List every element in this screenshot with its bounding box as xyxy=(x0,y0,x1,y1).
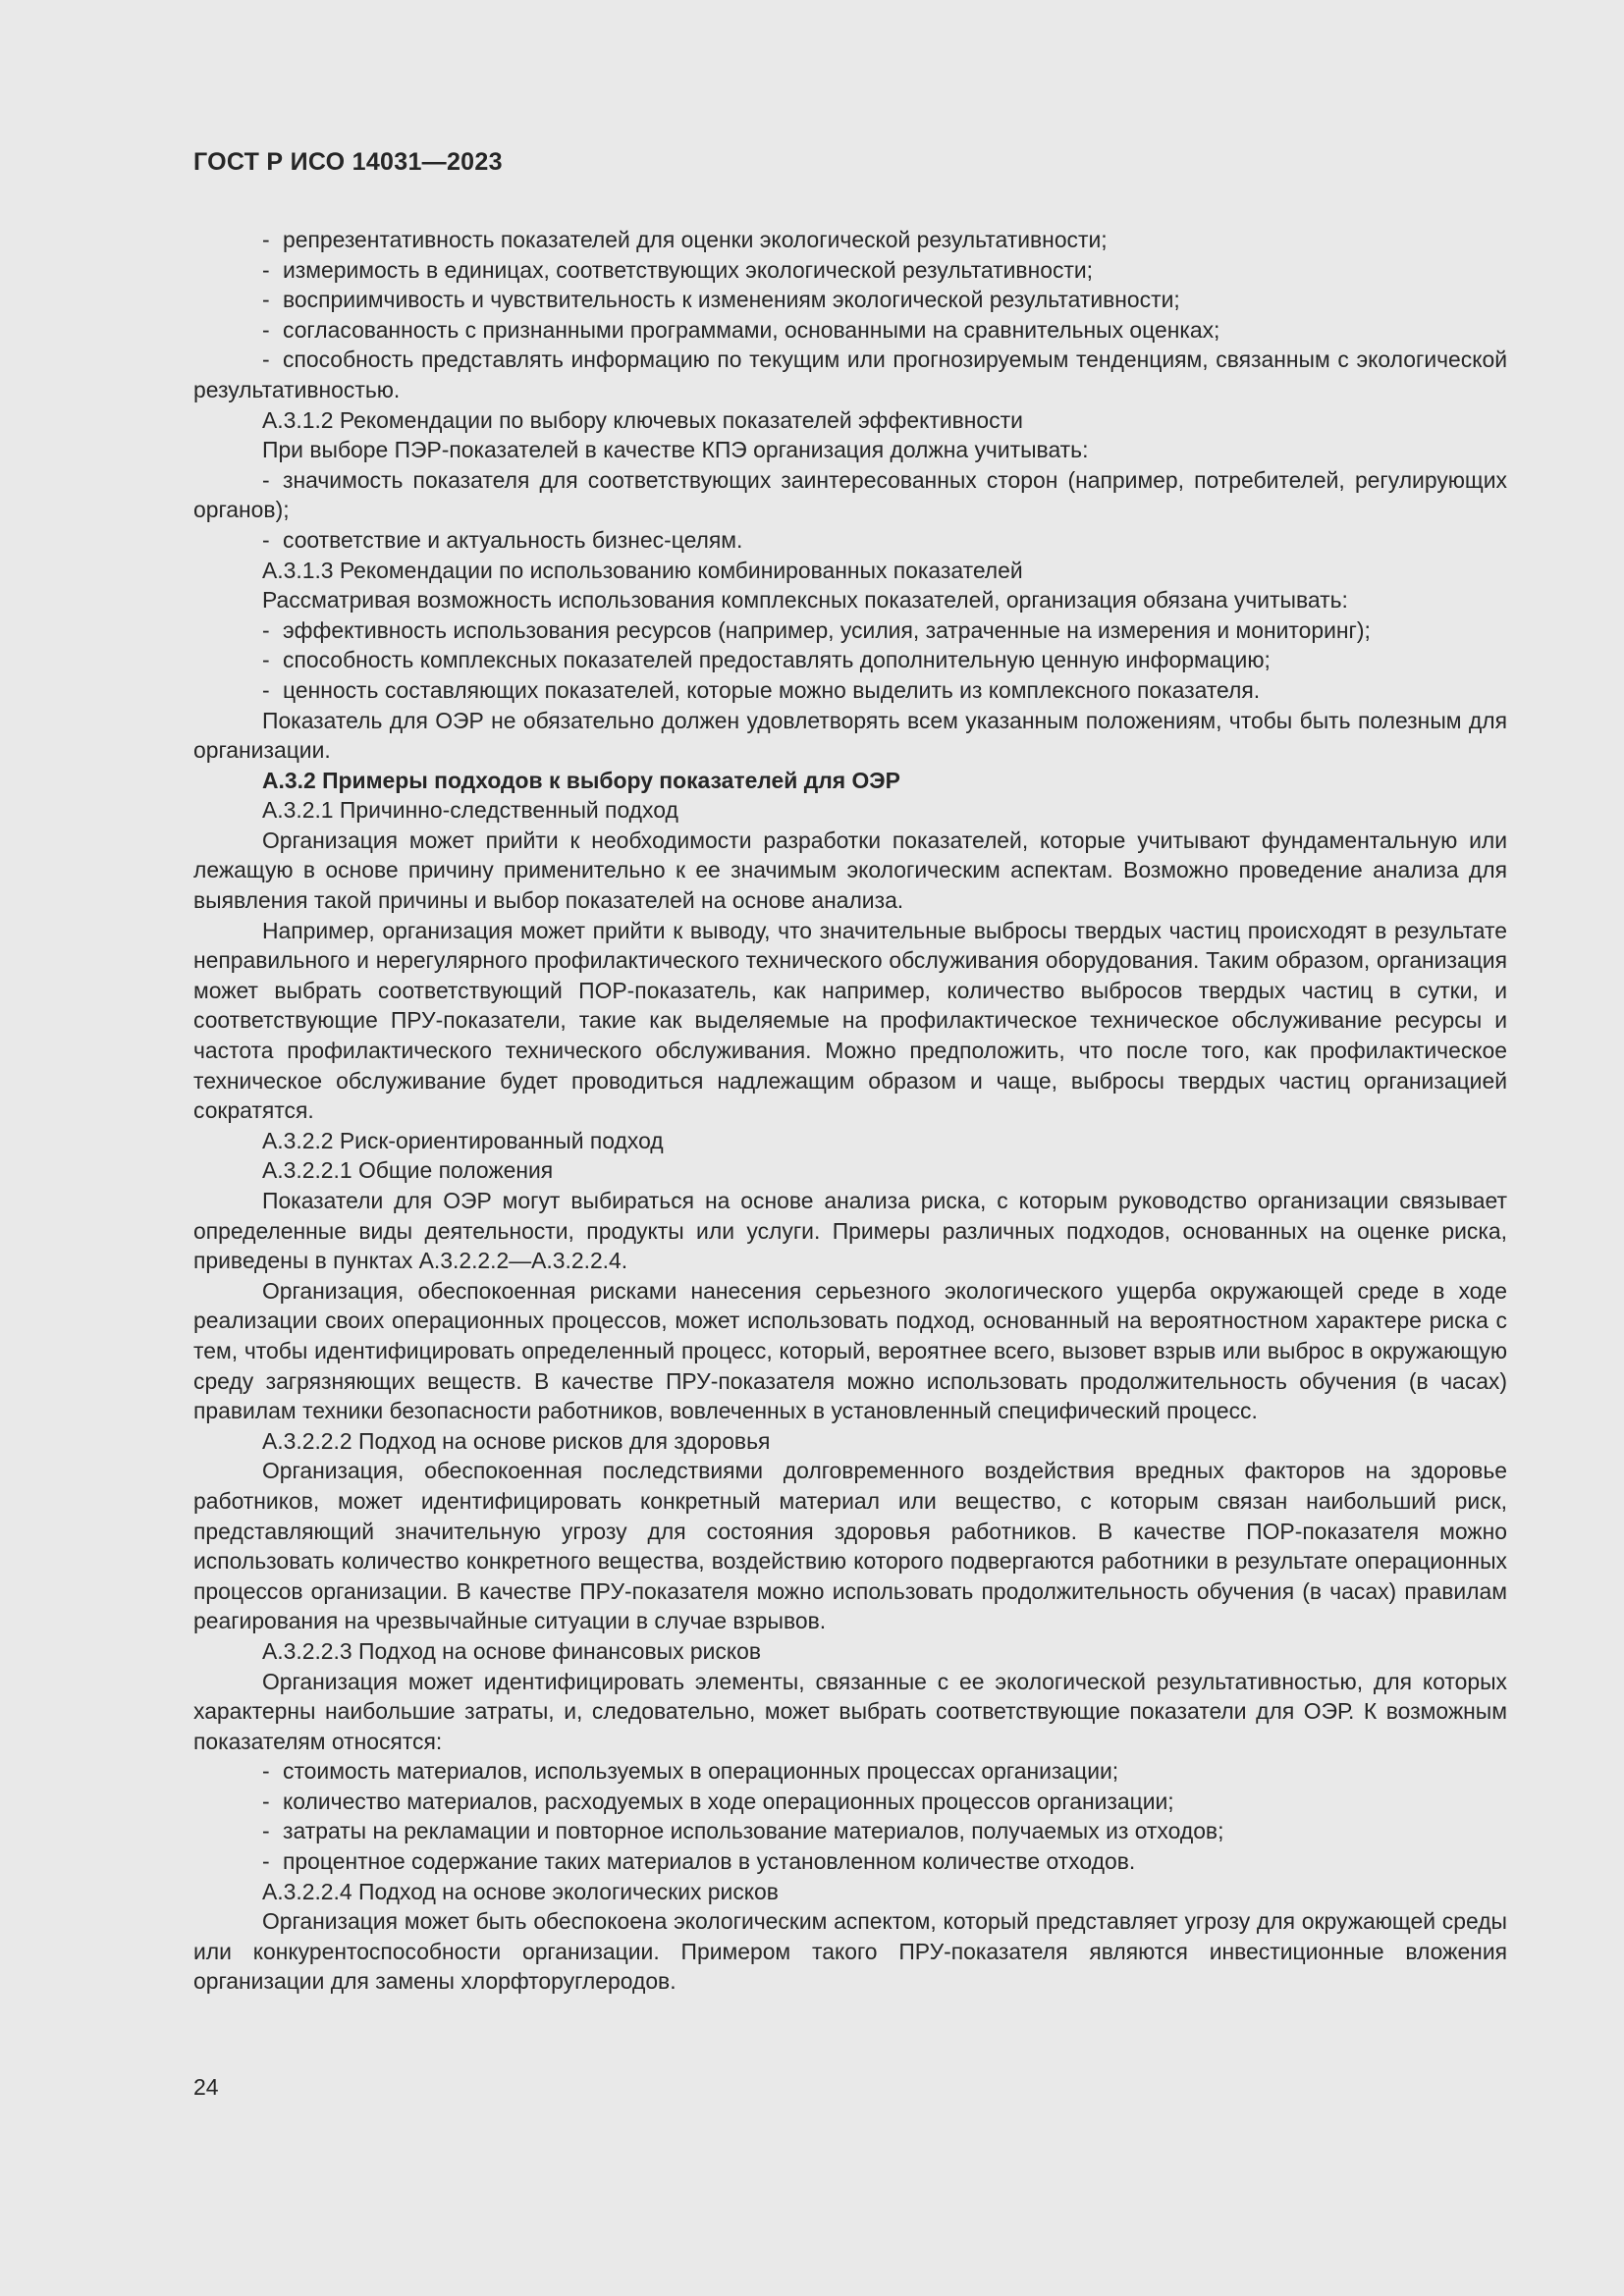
paragraph: А.3.2.2.2 Подход на основе рисков для здоровья xyxy=(262,1427,771,1454)
paragraph: Организация может быть обеспокоена экологическим аспектом, который представляет угрозу для окружающей среды или конкурентоспособности организации. Примером такого ПРУ-показателя являются инвестиционные вложения организации для замены хлорфторуглеродов. xyxy=(193,1908,1507,1995)
paragraph: А.3.2.2.1 Общие положения xyxy=(262,1157,554,1184)
paragraph: Например, организация может прийти к выводу, что значительные выбросы твердых частиц происходят в результате неправильного и нерегулярного профилактического технического обслуживания оборудования. Таким образом, организация может выбрать соответствующий ПОР-показатель, как например, количество выбросов твердых частиц в сутки, и соответствующие ПРУ-показатели, такие как выделяемые на профилактическое техническое обслуживание ресурсы и частота профилактического технического обслуживания. Можно предположить, что после того, как профилактическое техническое обслуживание будет проводиться надлежащим образом и чаще, выбросы твердых частиц организацией сократятся. xyxy=(193,917,1507,1124)
list-item xyxy=(193,255,1507,286)
list-item-text: согласованность с признанными программами, основанными на сравнительных оценках; xyxy=(283,316,1220,343)
list-item xyxy=(193,315,1507,346)
list-item xyxy=(193,285,1507,315)
list-dash: - xyxy=(262,466,270,493)
list-dash: - xyxy=(262,287,270,313)
list-item xyxy=(193,1846,1507,1877)
paragraph: Организация может идентифицировать элементы, связанные с ее экологической результативностью, для которых характерны наибольшие затраты, и, следовательно, может выбрать соответствующие показатели для ОЭР. К возможным показателям относятся: xyxy=(193,1668,1507,1754)
paragraph: Организация, обеспокоенная последствиями долговременного воздействия вредных факторов на здоровье работников, может идентифицировать конкретный материал или вещество, с которым связан наибольший риск, представляющий значительную угрозу для состояния здоровья работников. В качестве ПОР-показателя можно использовать количество конкретного вещества, воздействию которого подвергаются работники в результате операционных процессов организации. В качестве ПРУ-показателя можно использовать продолжительность обучения (в часах) правилам реагирования на чрезвычайные ситуации в случае взрывов. xyxy=(193,1458,1507,1634)
list-item-text: ценность составляющих показателей, которые можно выделить из комплексного показателя. xyxy=(283,676,1261,703)
list-item-text: способность представлять информацию по текущим или прогнозируемым тенденциям, связанным с экологической результативностью. xyxy=(193,347,1507,402)
document-header: ГОСТ Р ИСО 14031—2023 xyxy=(193,148,503,176)
list-dash: - xyxy=(262,647,270,673)
list-item-text: способность комплексных показателей предоставлять дополнительную ценную информацию; xyxy=(283,647,1271,673)
list-dash: - xyxy=(262,316,270,343)
list-dash: - xyxy=(262,227,270,252)
paragraph: Организация, обеспокоенная рисками нанесения серьезного экологического ущерба окружающей среде в ходе реализации своих операционных процессов, может использовать подход, основанный на вероятностном характере риска с тем, чтобы идентифицировать определенный процесс, который, вероятнее всего, вызовет взрыв или выброс в окружающую среду загрязняющих веществ. В качестве ПРУ-показателя можно использовать продолжительность обучения (в часах) правилам техники безопасности работников, вовлеченных в установленный специфический процесс. xyxy=(193,1277,1507,1424)
paragraph: А.3.2.2 Риск-ориентированный подход xyxy=(262,1127,664,1153)
section-heading: А.3.2 Примеры подходов к выбору показателей для ОЭР xyxy=(262,767,900,793)
list-dash: - xyxy=(262,256,270,283)
list-item xyxy=(193,345,1507,404)
list-item xyxy=(193,675,1507,706)
list-item xyxy=(193,465,1507,525)
paragraph: А.3.1.3 Рекомендации по использованию комбинированных показателей xyxy=(262,557,1023,583)
paragraph: Организация может прийти к необходимости разработки показателей, которые учитывают фундаментальную или лежащую в основе причину применительно к ее значимым экологическим аспектам. Возможно проведение анализа для выявления такой причины и выбор показателей на основе анализа. xyxy=(193,827,1507,914)
paragraph: Рассматривая возможность использования комплексных показателей, организация обязана учитывать: xyxy=(262,587,1348,614)
paragraph: А.3.2.2.4 Подход на основе экологических рисков xyxy=(262,1878,779,1904)
paragraph: А.3.2.1 Причинно-следственный подход xyxy=(262,797,678,824)
list-item xyxy=(193,525,1507,556)
list-item xyxy=(193,615,1507,646)
list-dash: - xyxy=(262,616,270,643)
list-item-text: восприимчивость и чувствительность к изменениям экологической результативности; xyxy=(283,287,1180,313)
list-item-text: значимость показателя для соответствующих заинтересованных сторон (например, потребителей, регулирующих органов); xyxy=(193,466,1507,523)
list-dash: - xyxy=(262,1818,270,1844)
paragraph: Показатели для ОЭР могут выбираться на основе анализа риска, с которым руководство организации связывает определенные виды деятельности, продукты или услуги. Примеры различных подходов, основанных на оценке риска, приведены в пунктах А.3.2.2.2—А.3.2.2.4. xyxy=(193,1188,1507,1274)
list-item-text: соответствие и актуальность бизнес-целям. xyxy=(283,526,743,553)
paragraph: Показатель для ОЭР не обязательно должен удовлетворять всем указанным положениям, чтобы быть полезным для организации. xyxy=(193,707,1507,764)
list-dash: - xyxy=(262,1758,270,1785)
paragraph: А.3.2.2.3 Подход на основе финансовых рисков xyxy=(262,1637,762,1664)
list-item-text: затраты на рекламации и повторное использование материалов, получаемых из отходов; xyxy=(283,1818,1224,1844)
list-item-text: стоимость материалов, используемых в операционных процессах организации; xyxy=(283,1758,1119,1785)
list-dash: - xyxy=(262,1788,270,1814)
paragraph: А.3.1.2 Рекомендации по выбору ключевых показателей эффективности xyxy=(262,406,1023,433)
list-item-text: процентное содержание таких материалов в установленном количестве отходов. xyxy=(283,1848,1136,1875)
list-dash: - xyxy=(262,1848,270,1875)
list-item xyxy=(193,1816,1507,1846)
list-dash: - xyxy=(262,676,270,703)
list-item-text: репрезентативность показателей для оценки экологической результативности; xyxy=(283,227,1108,252)
list-dash: - xyxy=(262,526,270,553)
list-item xyxy=(193,1756,1507,1787)
paragraph: При выборе ПЭР-показателей в качестве КПЭ организация должна учитывать: xyxy=(262,437,1089,463)
list-item-text: количество материалов, расходуемых в ходе операционных процессов организации; xyxy=(283,1788,1174,1814)
list-item xyxy=(193,645,1507,675)
list-item-text: измеримость в единицах, соответствующих экологической результативности; xyxy=(283,256,1094,283)
list-item xyxy=(193,1787,1507,1817)
list-item-text: эффективность использования ресурсов (например, усилия, затраченные на измерения и мониторинг); xyxy=(283,616,1371,643)
list-dash: - xyxy=(262,347,270,373)
list-item xyxy=(193,225,1507,255)
page-number: 24 xyxy=(193,2074,219,2100)
document-body xyxy=(193,225,1507,1997)
